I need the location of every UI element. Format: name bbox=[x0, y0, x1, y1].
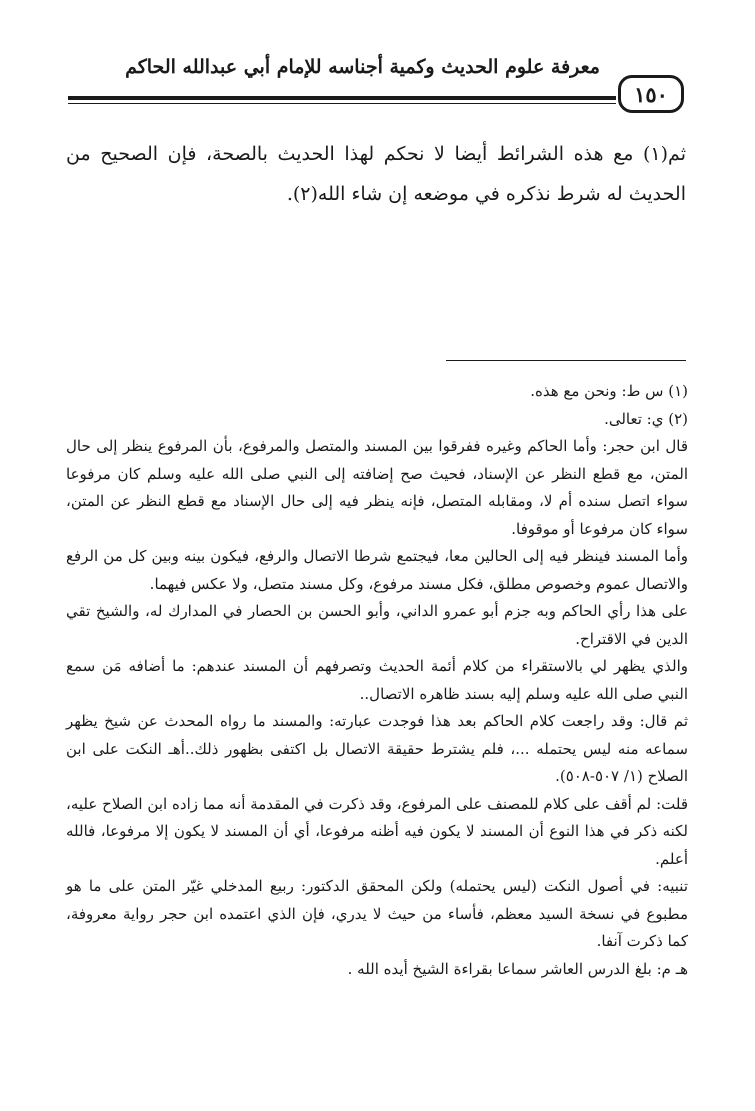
note-paragraph: قلت: لم أقف على كلام للمصنف على المرفوع، وقد ذكرت في المقدمة أنه مما زاده ابن الصلاح عليه، لكنه ذكر في هذا النوع أن المسند لا يكون فيه أظنه مرفوعا، أي أن المسند لا يكون إلا مرفوعا، فالله أعلم. bbox=[66, 794, 688, 868]
footnotes bbox=[66, 378, 688, 983]
footnote-separator bbox=[446, 360, 686, 361]
page-number-badge bbox=[618, 75, 684, 113]
page-number: ١٥٠ bbox=[634, 81, 668, 107]
header-rule-thin bbox=[68, 103, 616, 104]
note-paragraph: هـ م: بلغ الدرس العاشر سماعا بقراءة الشيخ أيده الله . bbox=[347, 959, 688, 978]
footnote-2: (٢) ي: تعالى. bbox=[604, 409, 688, 428]
note-paragraph: والذي يظهر لي بالاستقراء من كلام أئمة الحديث وتصرفهم أن المسند عندهم: ما أضافه مَن سمع النبي صلى الله عليه وسلم إليه بسند ظاهره الاتصال.. bbox=[66, 657, 688, 703]
main-text bbox=[66, 134, 686, 214]
footnote-1: (١) س ط: ونحن مع هذه. bbox=[530, 382, 688, 400]
header-rule-thick bbox=[68, 96, 616, 100]
note-paragraph: ثم قال: وقد راجعت كلام الحاكم بعد هذا فوجدت عبارته: والمسند ما رواه المحدث عن شيخ يظهر سماعه منه ليس يحتمله ...، فلم يشترط حقيقة الاتصال بل اكتفى بظهور ذلك..أهـ النكت على ابن الصلاح (١/ ٥٠٧-٥٠٨). bbox=[66, 712, 688, 785]
note-paragraph: على هذا رأي الحاكم وبه جزم أبو عمرو الداني، وأبو الحسن بن الحصار في المدارك له، والشيخ تقي الدين في الاقتراح. bbox=[66, 602, 688, 648]
main-paragraph: ثم(١) مع هذه الشرائط أيضا لا نحكم لهذا الحديث بالصحة، فإن الصحيح من الحديث له شرط نذكره في موضعه إن شاء الله(٢). bbox=[66, 143, 686, 205]
note-paragraph: قال ابن حجر: وأما الحاكم وغيره ففرقوا بين المسند والمتصل والمرفوع، بأن المرفوع ينظر إلى حال المتن، مع قطع النظر عن الإسناد، فحيث صح إضافته إلى النبي صلى الله عليه وسلم كان مرفوعا سواء اتصل سنده أم لا، ومقابله المتصل، فإنه ينظر فيه إلى حال الإسناد مع قطع النظر عن المتن، سواء كان مرفوعا أو موقوفا. bbox=[66, 437, 688, 538]
running-title: معرفة علوم الحديث وكمية أجناسه للإمام أبي عبدالله الحاكم bbox=[125, 56, 600, 78]
note-paragraph: وأما المسند فينظر فيه إلى الحالين معا، فيجتمع شرطا الاتصال والرفع، فيكون بينه وبين كل من الرفع والاتصال عموم وخصوص مطلق، فكل مسند مرفوع، وكل مسند متصل، ولا عكس فيهما. bbox=[66, 547, 688, 593]
note-paragraph: تنبيه: في أصول النكت (ليس يحتمله) ولكن المحقق الدكتور: ربيع المدخلي غيّر المتن على ما هو مطبوع في نسخة السيد معظم، فأساء من حيث لا يدري، فإن الذي اعتمده ابن حجر رواية معروفة، كما ذكرت آنفا. bbox=[66, 877, 688, 950]
